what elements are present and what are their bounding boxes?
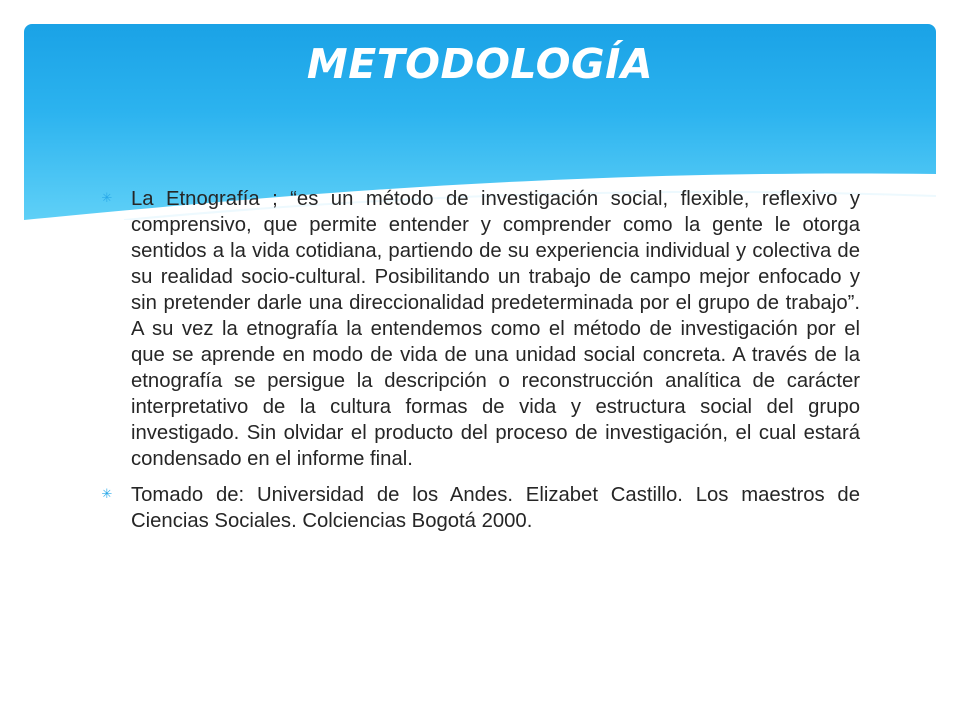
slide-title: METODOLOGÍA (306, 40, 654, 88)
asterisk-bullet-icon: ✳ (101, 487, 113, 502)
bullet-item-ethnography (100, 186, 860, 472)
bullet-text: Tomado de: Universidad de los Andes. Elizabet Castillo. Los maestros de Ciencias Sociales. Colciencias Bogotá 2000. (131, 484, 860, 532)
bullet-list (100, 186, 860, 544)
bullet-text: La Etnografía ; “es un método de investigación social, flexible, reflexivo y comprensivo, que permite entender y comprender como la gente le otorga sentidos a la vida cotidiana, partiendo de su experiencia individual y colectiva de su realidad socio-cultural. Posibilitando un trabajo de campo mejor enfocado y sin pretender darle una direccionalidad predeterminada por el grupo de trabajo”. A su vez la etnografía la entendemos como el método de investigación por el que se aprende en modo de vida de una unidad social concreta. A través de la etnografía se persigue la descripción o reconstrucción analítica de carácter interpretativo de la cultura formas de vida y estructura social del grupo investigado. Sin olvidar el producto del proceso de investigación, el cual estará condensado en el informe final. (131, 188, 860, 470)
asterisk-bullet-icon: ✳ (101, 191, 113, 206)
bullet-item-source (100, 482, 860, 534)
